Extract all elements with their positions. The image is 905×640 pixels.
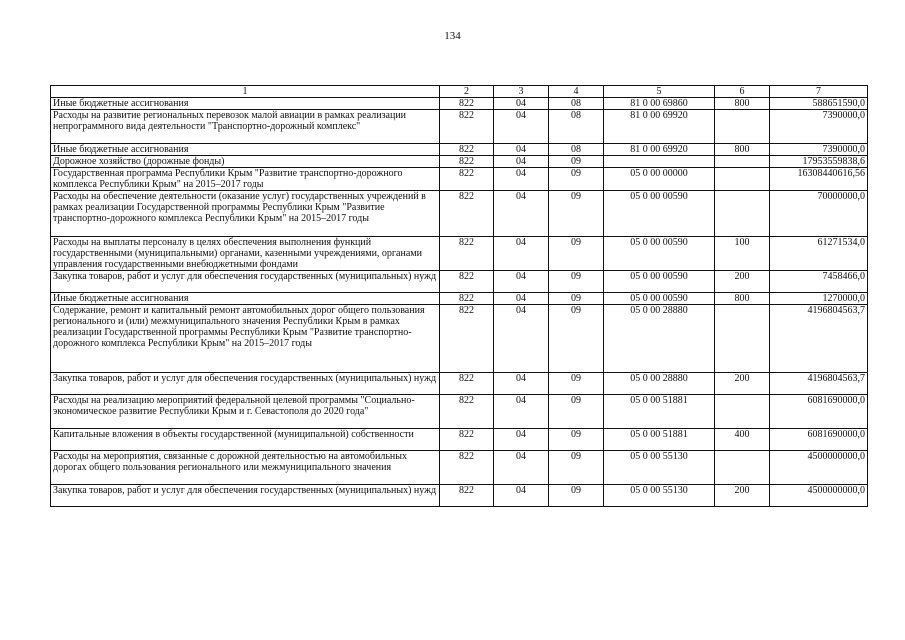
row-rz-cell: 04	[494, 156, 549, 168]
row-pr-cell: 09	[549, 485, 604, 507]
table-row	[51, 144, 868, 156]
row-csr-cell: 05 0 00 00000	[604, 168, 715, 191]
row-sum-cell: 1270000,0	[770, 293, 868, 305]
row-gr-cell: 822	[440, 110, 494, 144]
table-row	[51, 98, 868, 110]
row-pr-cell: 09	[549, 156, 604, 168]
row-vr-cell	[715, 451, 770, 485]
table-row	[51, 271, 868, 293]
row-csr-cell: 05 0 00 00590	[604, 191, 715, 237]
row-csr-cell: 05 0 00 00590	[604, 293, 715, 305]
row-sum-cell: 70000000,0	[770, 191, 868, 237]
row-gr-cell: 822	[440, 293, 494, 305]
row-rz-cell: 04	[494, 98, 549, 110]
table-row	[51, 395, 868, 429]
row-rz-cell: 04	[494, 271, 549, 293]
row-csr-cell: 05 0 00 28880	[604, 373, 715, 395]
header-col-1: 1	[51, 86, 440, 98]
row-rz-cell: 04	[494, 293, 549, 305]
row-rz-cell: 04	[494, 451, 549, 485]
row-rz-cell: 04	[494, 373, 549, 395]
row-csr-cell: 05 0 00 00590	[604, 271, 715, 293]
table-row	[51, 485, 868, 507]
row-sum-cell: 4196804563,7	[770, 373, 868, 395]
row-vr-cell	[715, 191, 770, 237]
row-gr-cell: 822	[440, 271, 494, 293]
row-pr-cell: 09	[549, 191, 604, 237]
page-number: 134	[444, 30, 461, 42]
row-sum-cell: 61271534,0	[770, 237, 868, 271]
row-csr-cell	[604, 156, 715, 168]
row-pr-cell: 09	[549, 168, 604, 191]
row-rz-cell: 04	[494, 191, 549, 237]
row-pr-cell: 09	[549, 271, 604, 293]
row-name-cell: Иные бюджетные ассигнования	[51, 98, 440, 110]
row-vr-cell: 100	[715, 237, 770, 271]
row-sum-cell: 6081690000,0	[770, 395, 868, 429]
row-vr-cell	[715, 305, 770, 373]
row-csr-cell: 05 0 00 28880	[604, 305, 715, 373]
row-pr-cell: 09	[549, 429, 604, 451]
row-name-cell: Иные бюджетные ассигнования	[51, 144, 440, 156]
row-sum-cell: 16308440616,56	[770, 168, 868, 191]
table-row	[51, 305, 868, 373]
row-gr-cell: 822	[440, 191, 494, 237]
row-csr-cell: 81 0 00 69860	[604, 98, 715, 110]
row-pr-cell: 09	[549, 237, 604, 271]
table-row	[51, 429, 868, 451]
row-sum-cell: 4500000000,0	[770, 485, 868, 507]
row-pr-cell: 09	[549, 373, 604, 395]
row-sum-cell: 7390000,0	[770, 144, 868, 156]
row-sum-cell: 4196804563,7	[770, 305, 868, 373]
table-row	[51, 451, 868, 485]
row-pr-cell: 09	[549, 395, 604, 429]
row-rz-cell: 04	[494, 395, 549, 429]
row-gr-cell: 822	[440, 168, 494, 191]
row-name-cell: Расходы на мероприятия, связанные с дорожной деятельностью на автомобильных дорогах общего пользования регионального или межмуниципального значения	[51, 451, 440, 485]
row-name-cell: Расходы на обеспечение деятельности (оказание услуг) государственных учреждений в рамках реализации Государственной программы Республики Крым "Развитие транспортно-дорожного комплекса Республики Крым" на 2015–2017 годы	[51, 191, 440, 237]
row-sum-cell: 588651590,0	[770, 98, 868, 110]
row-name-cell: Расходы на реализацию мероприятий федеральной целевой программы "Социально-экономическое развитие Республики Крым и г. Севастополя до 2020 года"	[51, 395, 440, 429]
row-name-cell: Закупка товаров, работ и услуг для обеспечения государственных (муниципальных) нужд	[51, 485, 440, 507]
row-gr-cell: 822	[440, 451, 494, 485]
row-csr-cell: 05 0 00 51881	[604, 395, 715, 429]
row-rz-cell: 04	[494, 144, 549, 156]
row-gr-cell: 822	[440, 485, 494, 507]
row-rz-cell: 04	[494, 110, 549, 144]
row-pr-cell: 08	[549, 98, 604, 110]
row-rz-cell: 04	[494, 305, 549, 373]
row-rz-cell: 04	[494, 168, 549, 191]
row-name-cell: Дорожное хозяйство (дорожные фонды)	[51, 156, 440, 168]
row-pr-cell: 09	[549, 451, 604, 485]
row-gr-cell: 822	[440, 144, 494, 156]
table-row	[51, 373, 868, 395]
row-pr-cell: 08	[549, 110, 604, 144]
header-col-7: 7	[770, 86, 868, 98]
row-csr-cell: 05 0 00 55130	[604, 451, 715, 485]
row-sum-cell: 17953559838,6	[770, 156, 868, 168]
row-gr-cell: 822	[440, 156, 494, 168]
row-vr-cell: 800	[715, 144, 770, 156]
row-gr-cell: 822	[440, 98, 494, 110]
row-gr-cell: 822	[440, 237, 494, 271]
row-vr-cell	[715, 156, 770, 168]
budget-table	[50, 85, 868, 507]
row-pr-cell: 09	[549, 293, 604, 305]
row-gr-cell: 822	[440, 429, 494, 451]
row-vr-cell: 200	[715, 271, 770, 293]
row-name-cell: Расходы на выплаты персоналу в целях обеспечения выполнения функций государственными (муниципальными) органами, казенными учреждениями, органами управления государственными внебюджетными фондами	[51, 237, 440, 271]
table-row	[51, 110, 868, 144]
header-col-4: 4	[549, 86, 604, 98]
row-sum-cell: 4500000000,0	[770, 451, 868, 485]
table-row	[51, 156, 868, 168]
row-rz-cell: 04	[494, 237, 549, 271]
row-sum-cell: 6081690000,0	[770, 429, 868, 451]
row-vr-cell	[715, 168, 770, 191]
row-name-cell: Закупка товаров, работ и услуг для обеспечения государственных (муниципальных) нужд	[51, 373, 440, 395]
header-col-5: 5	[604, 86, 715, 98]
row-vr-cell: 800	[715, 98, 770, 110]
row-name-cell: Содержание, ремонт и капитальный ремонт автомобильных дорог общего пользования регионального и (или) межмуниципального значения Республики Крым в рамках реализации Государственной программы Республики Крым "Развитие транспортно-дорожного комплекса Республики Крым" на 2015–2017 годы	[51, 305, 440, 373]
table-header-row	[51, 86, 868, 98]
row-gr-cell: 822	[440, 395, 494, 429]
table-row	[51, 293, 868, 305]
row-name-cell: Государственная программа Республики Крым "Развитие транспортно-дорожного комплекса Республики Крым" на 2015–2017 годы	[51, 168, 440, 191]
row-sum-cell: 7458466,0	[770, 271, 868, 293]
header-col-3: 3	[494, 86, 549, 98]
table-row	[51, 168, 868, 191]
row-vr-cell: 800	[715, 293, 770, 305]
row-name-cell: Капитальные вложения в объекты государственной (муниципальной) собственности	[51, 429, 440, 451]
row-rz-cell: 04	[494, 485, 549, 507]
row-vr-cell	[715, 395, 770, 429]
row-gr-cell: 822	[440, 373, 494, 395]
row-name-cell: Закупка товаров, работ и услуг для обеспечения государственных (муниципальных) нужд	[51, 271, 440, 293]
row-vr-cell: 200	[715, 373, 770, 395]
row-sum-cell: 7390000,0	[770, 110, 868, 144]
row-name-cell: Иные бюджетные ассигнования	[51, 293, 440, 305]
row-vr-cell: 400	[715, 429, 770, 451]
table-body	[51, 98, 868, 507]
row-vr-cell	[715, 110, 770, 144]
row-pr-cell: 09	[549, 305, 604, 373]
header-col-2: 2	[440, 86, 494, 98]
row-vr-cell: 200	[715, 485, 770, 507]
row-pr-cell: 08	[549, 144, 604, 156]
row-csr-cell: 81 0 00 69920	[604, 144, 715, 156]
row-name-cell: Расходы на развитие региональных перевозок малой авиации в рамках реализации непрограммного вида деятельности "Транспортно-дорожный комплекс"	[51, 110, 440, 144]
row-gr-cell: 822	[440, 305, 494, 373]
table-row	[51, 191, 868, 237]
row-csr-cell: 05 0 00 00590	[604, 237, 715, 271]
header-col-6: 6	[715, 86, 770, 98]
row-csr-cell: 05 0 00 51881	[604, 429, 715, 451]
row-csr-cell: 81 0 00 69920	[604, 110, 715, 144]
table-row	[51, 237, 868, 271]
row-rz-cell: 04	[494, 429, 549, 451]
row-csr-cell: 05 0 00 55130	[604, 485, 715, 507]
